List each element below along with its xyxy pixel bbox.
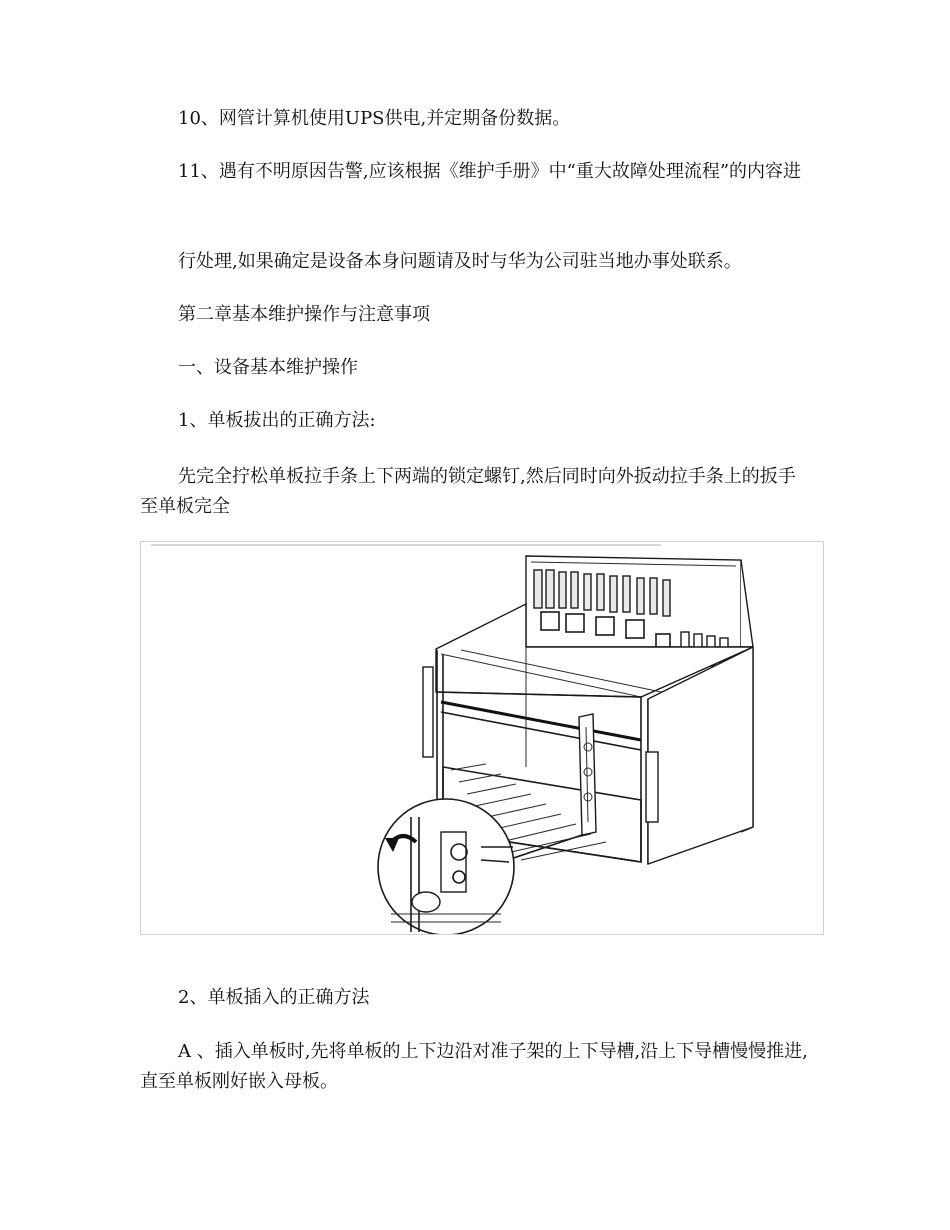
chapter-heading: 第二章基本维护操作与注意事项 [178, 304, 430, 325]
section-heading: 一、设备基本维护操作 [178, 357, 358, 378]
paragraph-item-11-continued: 行处理,如果确定是设备本身问题请及时与华为公司驻当地办事处联系。 [178, 251, 742, 272]
subrack-drawing [141, 542, 824, 935]
paragraph-item-10: 10、网管计算机使用UPS供电,并定期备份数据。 [178, 108, 571, 129]
item-1-heading: 1、单板拔出的正确方法: [178, 410, 376, 431]
paragraph-item-11: 11、遇有不明原因告警,应该根据《维护手册》中“重大故障处理流程”的内容进 [178, 161, 802, 182]
item-a-text: A 、插入单板时,先将单板的上下边沿对准子架的上下导槽,沿上下导槽慢慢推进,直至单板刚好嵌入母板。 [140, 1041, 808, 1092]
item-2-heading: 2、单板插入的正确方法 [178, 987, 370, 1008]
item-1-text: 先完全拧松单板拉手条上下两端的锁定螺钉,然后同时向外扳动拉手条上的扳手至单板完全 [140, 466, 796, 517]
detail-magnifier [378, 799, 582, 935]
subrack-illustration [140, 541, 824, 935]
